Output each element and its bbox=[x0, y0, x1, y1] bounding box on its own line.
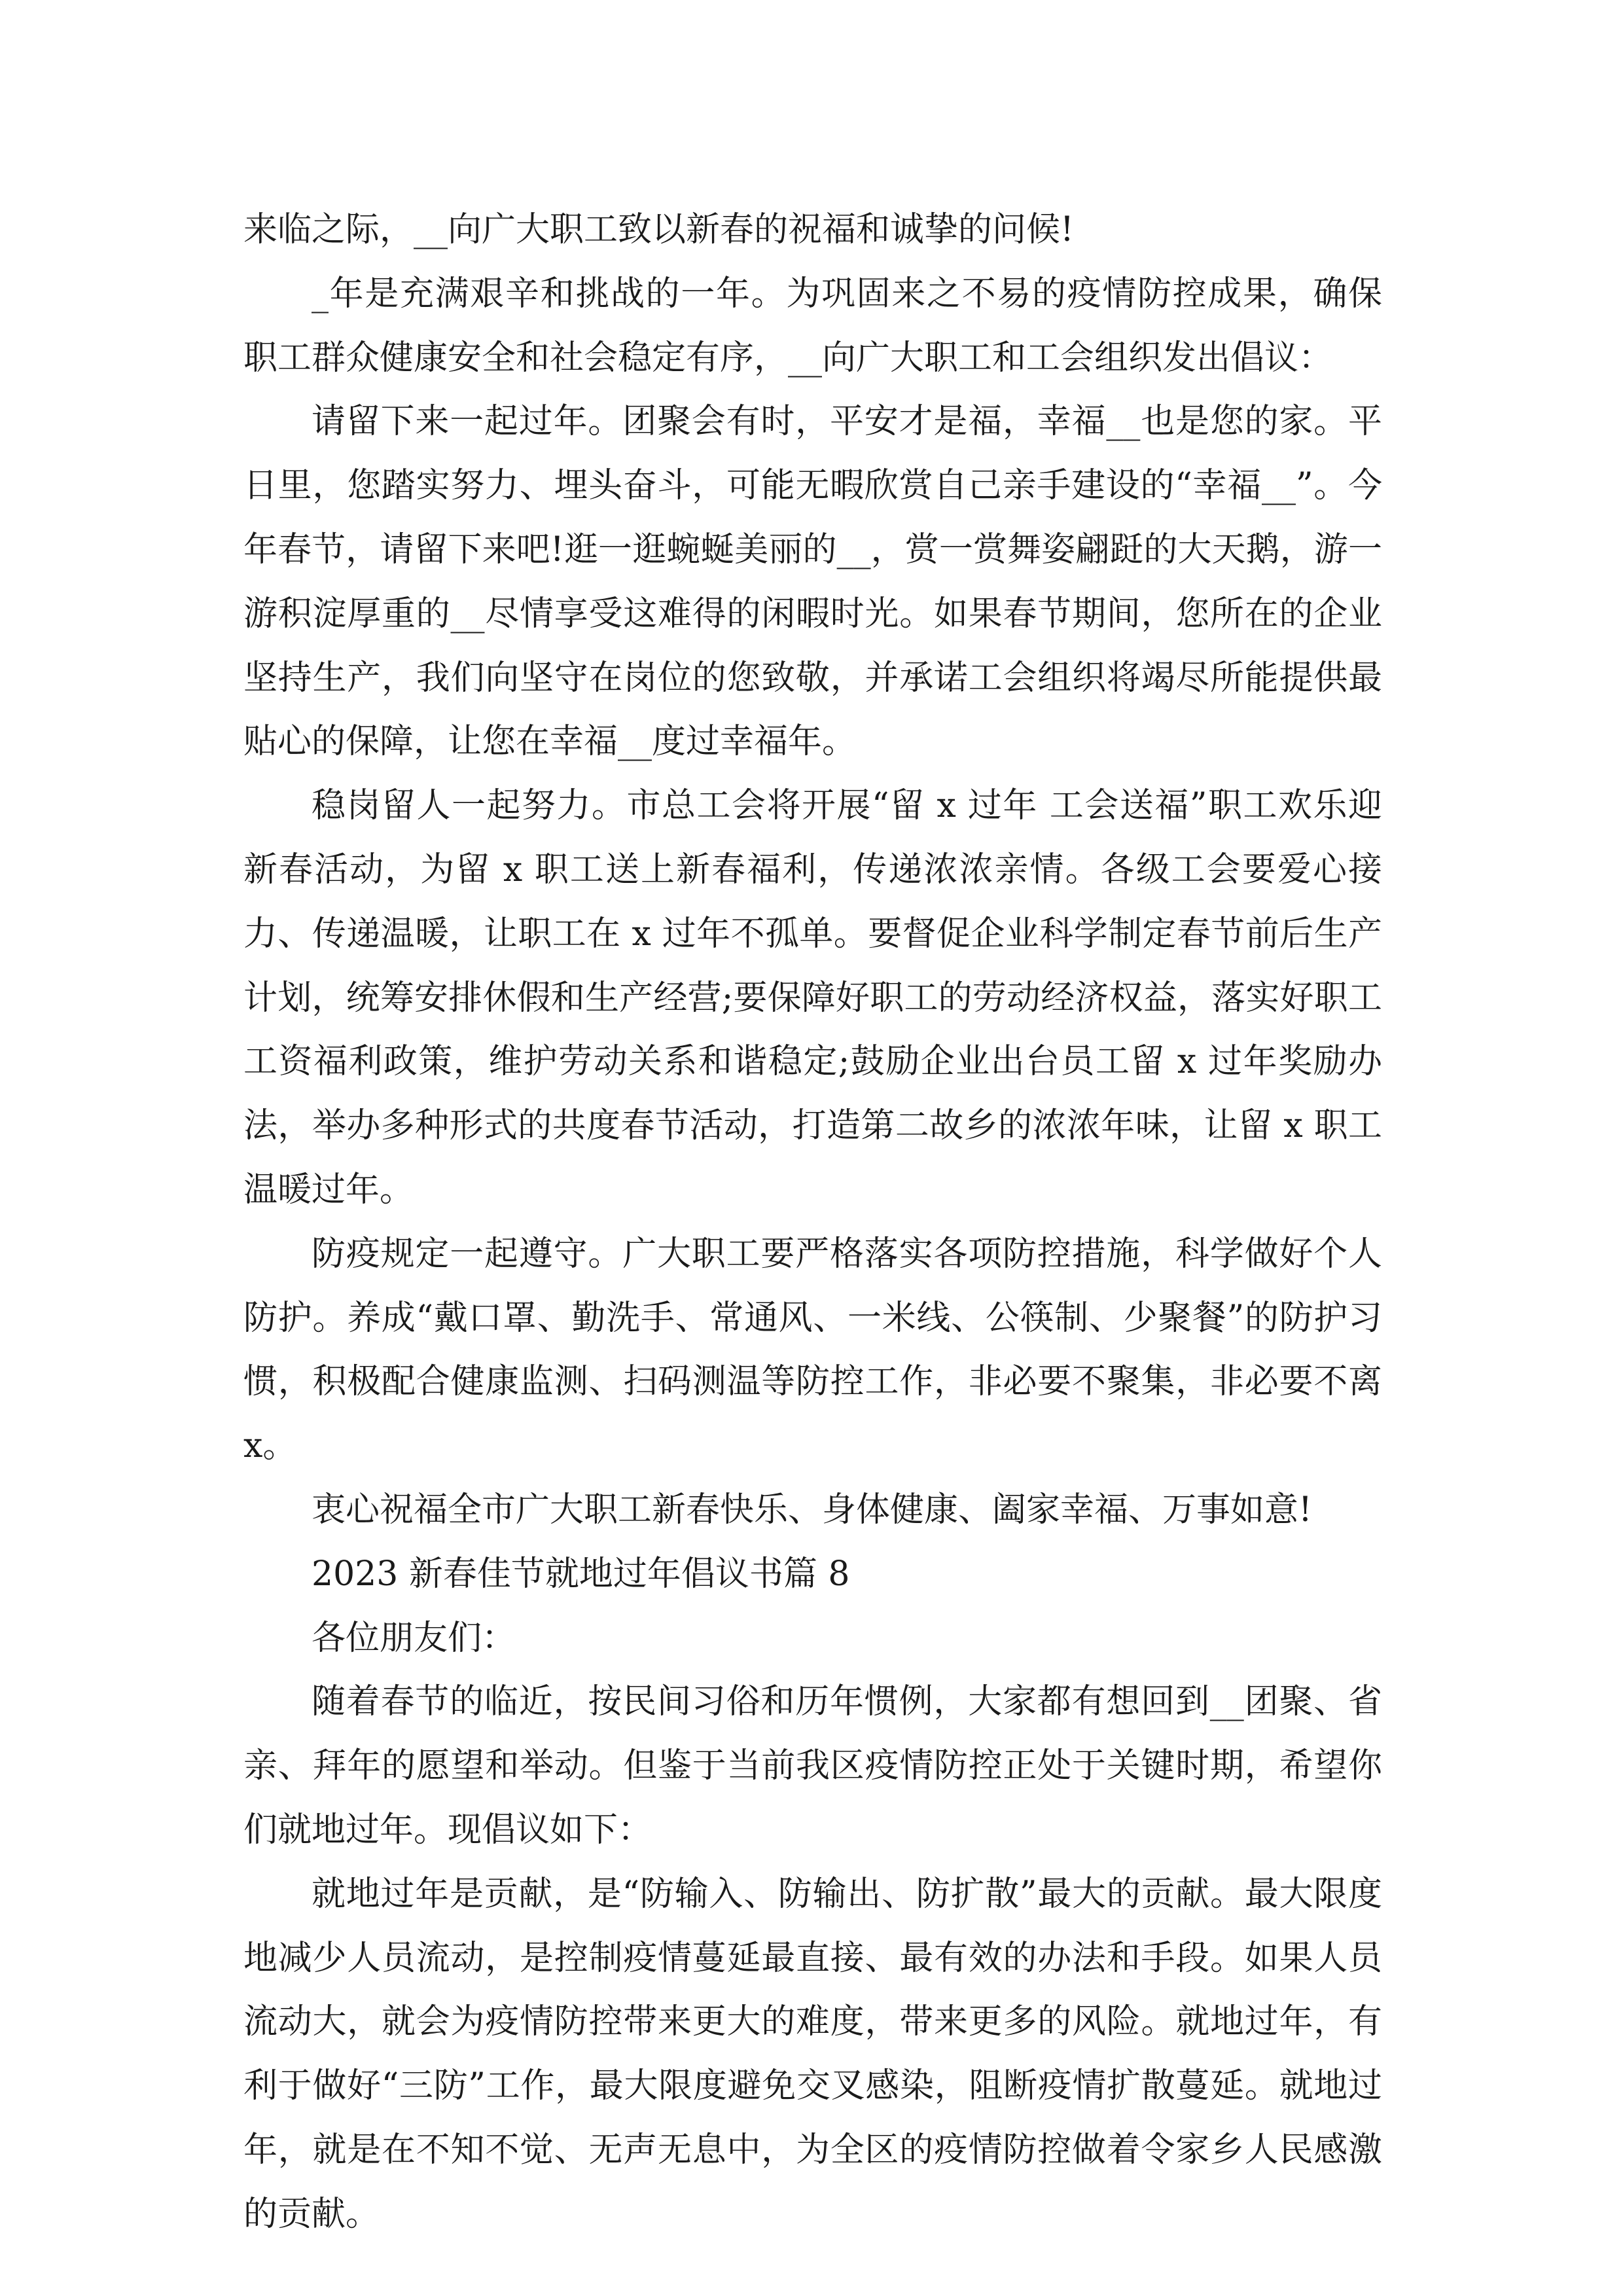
paragraph: 随着春节的临近，按民间习俗和历年惯例，大家都有想回到__团聚、省亲、拜年的愿望和举动。但鉴于当前我区疫情防控正处于关键时期，希望你们就地过年。现倡议如下： bbox=[243, 1682, 1382, 1850]
paragraph: 稳岗留人一起努力。市总工会将开展“留 x 过年 工会送福”职工欢乐迎新春活动，为留 x 职工送上新春福利，传递浓浓亲情。各级工会要爱心接力、传递温暖，让职工在 x 过年不孤单。要督促企业科学制定春节前后生产计划，统筹安排休假和生产经营;要保障好职工的劳动经济权益，落实好职工工资福利政策，维护劳动关系和谐稳定;鼓励企业出台员工留 x 过年奖励办法，举办多种形式的共度春节活动，打造第二故乡的浓浓年味，让留 x 职工温暖过年。 bbox=[243, 786, 1382, 1210]
document-body bbox=[243, 198, 1382, 2247]
paragraph: _年是充满艰辛和挑战的一年。为巩固来之不易的疫情防控成果，确保职工群众健康安全和社会稳定有序，__向广大职工和工会组织发出倡议： bbox=[243, 274, 1382, 378]
paragraph: 请留下来一起过年。团聚会有时，平安才是福，幸福__也是您的家。平日里，您踏实努力、埋头奋斗，可能无暇欣赏自己亲手建设的“幸福__”。今年春节，请留下来吧!逛一逛蜿蜒美丽的__，赏一赏舞姿翩跹的大天鹅，游一游积淀厚重的__尽情享受这难得的闲暇时光。如果春节期间，您所在的企业坚持生产，我们向坚守在岗位的您致敬，并承诺工会组织将竭尽所能提供最贴心的保障，让您在幸福__度过幸福年。 bbox=[243, 402, 1382, 762]
section-heading: 2023 新春佳节就地过年倡议书篇 8 bbox=[312, 1554, 850, 1594]
salutation: 各位朋友们： bbox=[312, 1618, 516, 1658]
paragraph: 来临之际，__向广大职工致以新春的祝福和诚挚的问候! bbox=[243, 210, 1074, 249]
paragraph: 就地过年是贡献，是“防输入、防输出、防扩散”最大的贡献。最大限度地减少人员流动，是控制疫情蔓延最直接、最有效的办法和手段。如果人员流动大，就会为疫情防控带来更大的难度，带来更多的风险。就地过年，有利于做好“三防”工作，最大限度避免交叉感染，阻断疫情扩散蔓延。就地过年，就是在不知不觉、无声无息中，为全区的疫情防控做着令家乡人民感激的贡献。 bbox=[243, 1874, 1382, 2234]
paragraph: 防疫规定一起遵守。广大职工要严格落实各项防控措施，科学做好个人防护。养成“戴口罩、勤洗手、常通风、一米线、公筷制、少聚餐”的防护习惯，积极配合健康监测、扫码测温等防控工作，非必要不聚集，非必要不离 x。 bbox=[243, 1234, 1382, 1466]
paragraph: 衷心祝福全市广大职工新春快乐、身体健康、阖家幸福、万事如意! bbox=[312, 1490, 1312, 1530]
